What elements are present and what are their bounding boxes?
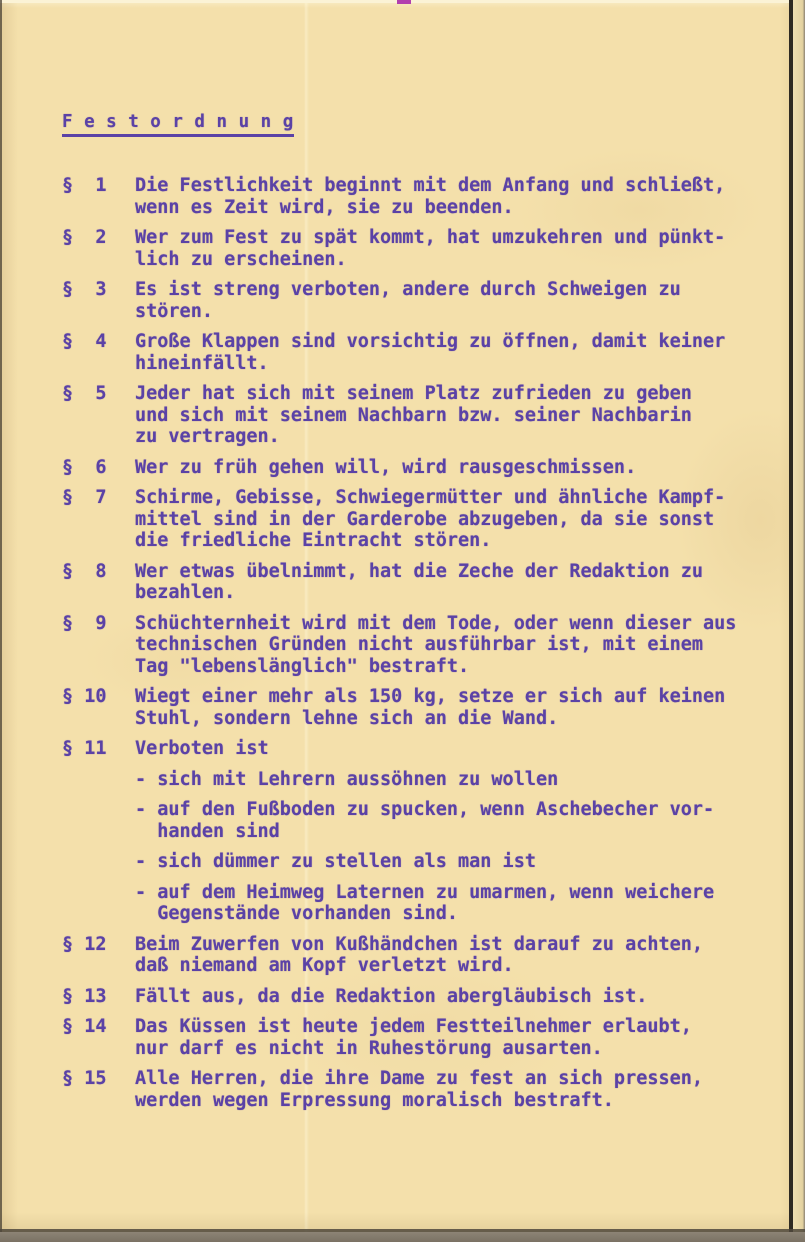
rule-subitem <box>135 799 789 842</box>
rule-item <box>62 175 789 218</box>
rule-text <box>135 986 789 1008</box>
rule-number: § 14 <box>62 1016 107 1037</box>
rule-number: § 2 <box>62 227 107 248</box>
rule-number: § 15 <box>62 1068 107 1089</box>
rule-text-line: technischen Gründen nicht ausführbar ist, mit einem <box>135 634 704 655</box>
rule-text-line: daß niemand am Kopf verletzt wird. <box>135 955 514 976</box>
rule-text-line: stören. <box>135 300 213 322</box>
rule-text-line: Fällt aus, da die Redaktion abergläubisch ist. <box>135 985 648 1007</box>
rule-item <box>62 613 789 678</box>
subitem-text-line: auf den Fußboden zu spucken, wenn Aschebecher vor- <box>157 799 715 820</box>
dash-bullet-icon: - <box>135 768 158 790</box>
rule-text-line: Tag "lebenslänglich" bestraft. <box>135 655 470 677</box>
rule-text <box>135 331 789 374</box>
page-left-edge <box>0 0 2 1242</box>
rule-text-line: mittel sind in der Garderobe abzugeben, da sie sonst <box>135 508 715 530</box>
rule-item <box>62 457 789 479</box>
rule-item <box>62 331 789 374</box>
rule-number: § 6 <box>62 456 107 478</box>
subitem-text-line: auf dem Heimweg Laternen zu umarmen, wenn weichere <box>157 881 715 903</box>
rule-text-line: hineinfällt. <box>135 352 269 374</box>
rule-item <box>62 686 789 729</box>
subitem-text <box>157 799 714 842</box>
rule-number: § 10 <box>62 686 107 707</box>
rule-text-line: und sich mit seinem Nachbarn bzw. seiner Nachbarin <box>135 404 692 426</box>
rule-text <box>135 686 789 729</box>
subitem-text-line: sich mit Lehrern aussöhnen zu wollen <box>157 768 559 790</box>
subitem-text-line: handen sind <box>157 820 280 842</box>
rule-number: § 1 <box>62 175 107 196</box>
subitem-text <box>157 769 558 791</box>
rule-subitem <box>135 769 789 791</box>
rule-text <box>135 175 789 218</box>
rule-text-line: zu vertragen. <box>135 426 280 447</box>
rule-text-line: Alle Herren, die ihre Dame zu fest an sich pressen, <box>135 1068 704 1089</box>
rule-text-line: Beim Zuwerfen von Kußhändchen ist darauf zu achten, <box>135 933 704 955</box>
rule-item <box>62 738 789 925</box>
rule-number: § 4 <box>62 331 107 352</box>
rule-number: § 8 <box>62 560 107 582</box>
rule-item <box>62 1068 789 1111</box>
rule-item <box>62 561 789 604</box>
subitem-text <box>157 851 536 873</box>
rule-text <box>135 279 789 322</box>
rule-text-line: die friedliche Eintracht stören. <box>135 530 492 551</box>
rule-item <box>62 383 789 448</box>
rule-text-line: Schirme, Gebisse, Schwiegermütter und ähnliche Kampf- <box>135 487 726 508</box>
rule-text-line: wenn es Zeit wird, sie zu beenden. <box>135 196 514 218</box>
rule-text-line: lich zu erscheinen. <box>135 248 347 270</box>
rule-number: § 13 <box>62 985 107 1007</box>
rule-text-line: Stuhl, sondern lehne sich an die Wand. <box>135 707 559 729</box>
rule-text <box>135 561 789 604</box>
rule-subitem <box>135 882 789 925</box>
dash-bullet-icon: - <box>135 851 158 872</box>
rule-text-line: Wer etwas übelnimmt, hat die Zeche der Redaktion zu <box>135 560 704 582</box>
rule-text-line: Jeder hat sich mit seinem Platz zufrieden zu geben <box>135 383 692 404</box>
rule-text-line: Schüchternheit wird mit dem Tode, oder wenn dieser aus <box>135 612 737 634</box>
rule-item <box>62 986 789 1008</box>
rule-text-line: Große Klappen sind vorsichtig zu öffnen, damit keiner <box>135 331 726 352</box>
rule-text <box>135 227 789 270</box>
rule-text <box>135 613 789 678</box>
rule-number: § 5 <box>62 383 107 404</box>
rule-text-line: werden wegen Erpressung moralisch bestraft. <box>135 1089 614 1111</box>
rule-text-line: bezahlen. <box>135 582 236 603</box>
subitem-text-line: Gegenstände vorhanden sind. <box>157 903 459 924</box>
rule-text <box>135 383 789 448</box>
rule-item <box>62 279 789 322</box>
rule-item <box>62 1016 789 1059</box>
rule-text <box>135 1068 789 1111</box>
rule-text-line: Wiegt einer mehr als 150 kg, setze er sich auf keinen <box>135 686 726 707</box>
rule-number: § 11 <box>62 738 107 759</box>
dash-bullet-icon: - <box>135 881 158 903</box>
rule-text <box>135 934 789 977</box>
rule-number: § 12 <box>62 933 107 955</box>
rule-subitem <box>135 851 789 873</box>
rule-text <box>135 457 789 479</box>
rule-text <box>135 738 789 925</box>
rule-text-line: nur darf es nicht in Ruhestörung ausarten. <box>135 1037 603 1059</box>
rule-item <box>62 227 789 270</box>
subitem-text-line: sich dümmer zu stellen als man ist <box>157 851 536 872</box>
rule-text <box>135 487 789 552</box>
rule-text-line: Wer zum Fest zu spät kommt, hat umzukehren und pünkt- <box>135 227 726 248</box>
rule-text-line: Wer zu früh gehen will, wird rausgeschmissen. <box>135 456 637 478</box>
rule-text-line: Verboten ist <box>135 738 269 759</box>
page-bottom-shadow <box>0 1232 805 1242</box>
page-title: F e s t o r d n u n g <box>62 112 294 137</box>
rules-list <box>62 175 789 1111</box>
rule-text-line: Das Küssen ist heute jedem Festteilnehmer erlaubt, <box>135 1016 692 1037</box>
rule-text-line: Es ist streng verboten, andere durch Schweigen zu <box>135 279 681 300</box>
page-right-margin-strip <box>793 0 805 1242</box>
rule-number: § 9 <box>62 612 107 634</box>
rule-text-line: Die Festlichkeit beginnt mit dem Anfang und schließt, <box>135 175 726 196</box>
page-content <box>62 112 789 1120</box>
rule-text <box>135 1016 789 1059</box>
rule-item <box>62 934 789 977</box>
subitem-text <box>157 882 714 925</box>
rule-number: § 3 <box>62 279 107 300</box>
rule-item <box>62 487 789 552</box>
top-center-ink-mark <box>397 0 411 4</box>
dash-bullet-icon: - <box>135 799 158 820</box>
rule-number: § 7 <box>62 487 107 508</box>
